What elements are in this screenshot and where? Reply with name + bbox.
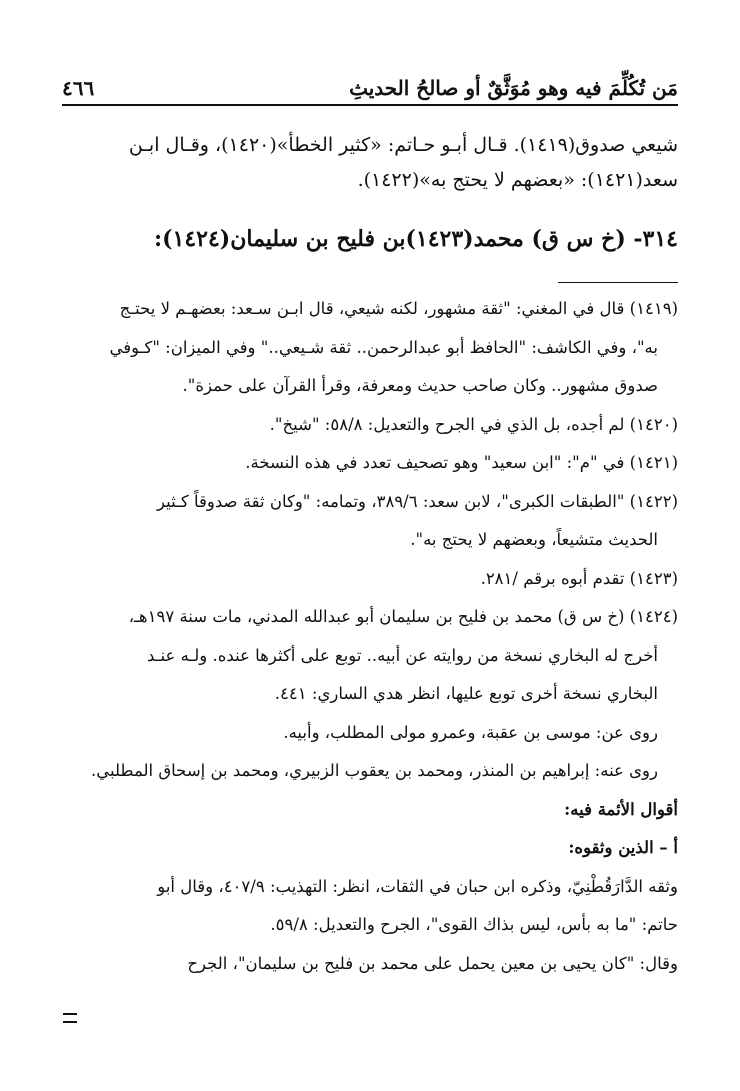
footnote-line: صدوق مشهور.. وكان صاحب حديث ومعرفة، وقرأ القرآن على حمزة". [182, 376, 658, 395]
footnote-line: أخرج له البخاري نسخة من روايته عن أبيه.. توبع على أكثرها عنده. ولـه عنـد [147, 645, 658, 665]
footnote-line: (١٤٢٣) تقدم أبوه برقم /٢٨١. [480, 568, 678, 588]
footnote-line: (١٤٢٠) لم أجده، بل الذي في الجرح والتعديل: ٥٨/٨: "شيخ". [269, 414, 678, 434]
footnote-line: به"، وفي الكاشف: "الحافظ أبو عبدالرحمن.. ثقة شـيعي.." وفي الميزان: "كـوفي [109, 337, 658, 357]
footnote-line: البخاري نسخة أخرى توبع عليها، انظر هدي الساري: ٤٤١. [274, 684, 658, 703]
footnotes [62, 290, 678, 983]
footnote-line: (١٤٢٤) (خ س ق) محمد بن فليح بن سليمان أبو عبدالله المدني، مات سنة ١٩٧هـ، [128, 607, 678, 626]
footnote-line: (١٤٢١) في "م": "ابن سعيد" وهو تصحيف تعدد في هذه النسخة. [245, 453, 678, 472]
footnote-line: الحديث متشيعاً، وبعضهم لا يحتج به". [410, 530, 658, 549]
footnote-line: (١٤٢٢) "الطبقات الكبرى"، لابن سعد: ٣٨٩/٦، وتمامه: "وكان ثقة صدوقاً كـثير [157, 491, 678, 511]
main-text [62, 128, 678, 198]
page-header [62, 64, 678, 100]
running-title: مَن تُكُلِّمَ فيه وهو مُوَثَّقٌ أو صالحُ الحديثِ [349, 76, 678, 100]
section-heading: أقوال الأئمة فيه: [564, 799, 678, 819]
footnote-separator [558, 282, 678, 283]
footnote-line: وثقه الدَّارَقُطْنِيّ، وذكره ابن حبان في الثقات، انظر: التهذيب: ٤٠٧/٩، وقال أبو [157, 876, 678, 896]
main-line: شيعي صدوق(١٤١٩). قـال أبـو حـاتم: «كثير الخطأ»(١٤٢٠)، وقـال ابـن [128, 134, 678, 156]
footnote-line: وقال: "كان يحيى بن معين يحمل على محمد بن فليح بن سليمان"، الجرح [187, 953, 678, 973]
footnote-line: روى عنه: إبراهيم بن المنذر، ومحمد بن يعقوب الزبيري، ومحمد بن إسحاق المطلبي. [90, 761, 658, 780]
entry-heading: ٣١٤- (خ س ق) محمد(١٤٢٣)بن فليح بن سليمان(١٤٢٤): [154, 226, 678, 252]
footnote-line: (١٤١٩) قال في المغني: "ثقة مشهور، لكنه شيعي، قال ابـن سـعد: بعضهـم لا يحتـج [119, 299, 678, 318]
page-number: ٤٦٦ [62, 76, 95, 100]
footnote-line: روى عن: موسى بن عقبة، وعمرو مولى المطلب، وأبيه. [283, 722, 658, 742]
header-rule [62, 104, 678, 106]
continuation-mark [63, 1013, 77, 1023]
main-line: سعد(١٤٢١): «بعضهم لا يحتج به»(١٤٢٢). [357, 169, 678, 191]
footnote-line: حاتم: "ما به بأس، ليس بذاك القوى"، الجرح والتعديل: ٥٩/٨. [270, 915, 678, 934]
subsection-heading: أ – الذين وثقوه: [568, 838, 678, 857]
